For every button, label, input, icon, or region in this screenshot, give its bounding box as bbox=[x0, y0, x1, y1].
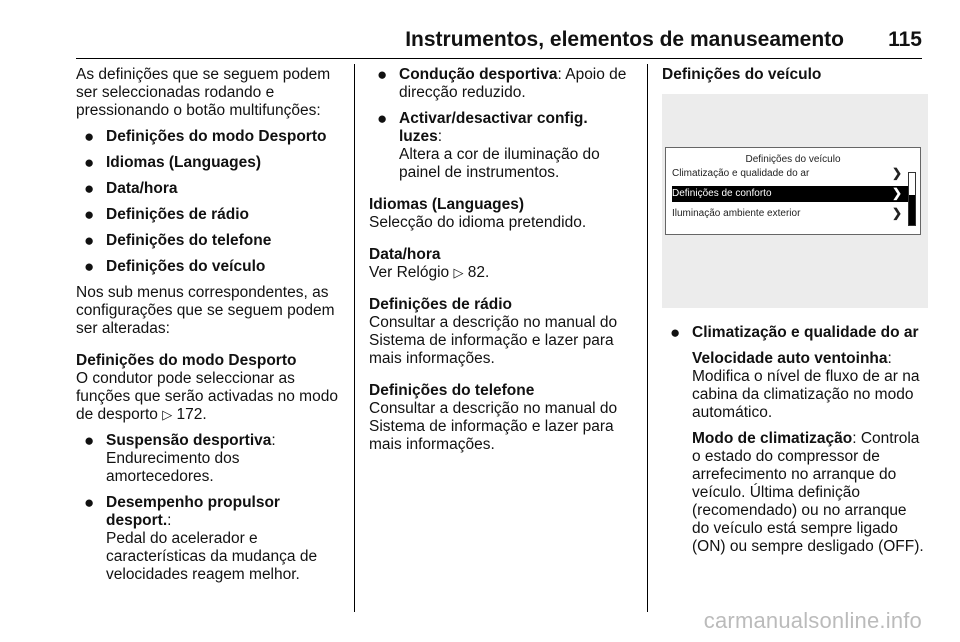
list-item: ● Definições do modo Desporto bbox=[84, 127, 327, 146]
radio-section bbox=[369, 296, 635, 368]
bullet-icon: ● bbox=[84, 431, 95, 450]
list-item: ● Definições de rádio bbox=[84, 205, 249, 224]
bullet-icon: ● bbox=[377, 109, 388, 128]
chevron-right-icon: ❯ bbox=[891, 206, 902, 220]
settings-list bbox=[76, 128, 346, 276]
phone-section bbox=[369, 382, 635, 454]
list-item: ● Desempenho propulsor desport.: Pedal do acelerador e características da mudança de velocidades reagem melhor. bbox=[84, 493, 318, 583]
bullet-icon: ● bbox=[84, 153, 95, 172]
section-heading: Definições do telefone bbox=[369, 382, 535, 399]
column-left bbox=[76, 66, 346, 592]
section-heading: Data/hora bbox=[369, 246, 441, 263]
display-screen bbox=[665, 147, 921, 235]
section-heading: Definições do veículo bbox=[662, 66, 822, 83]
sport-options-cont bbox=[369, 66, 635, 182]
chevron-right-icon: ❯ bbox=[891, 186, 902, 200]
fan-speed-text: Velocidade auto ventoinha: Modifica o nível de fluxo de ar na cabina da climatização no modo automático. bbox=[692, 350, 920, 421]
sport-section bbox=[76, 352, 346, 584]
section-text: Consultar a descrição no manual do Sistema de informação e lazer para mais informações. bbox=[369, 314, 618, 367]
section-heading: Definições do modo Desporto bbox=[76, 352, 297, 369]
list-item: ● Suspensão desportiva: Endurecimento dos amortecedores. bbox=[84, 431, 276, 485]
menu-item-selected[interactable]: Definições de conforto ❯ bbox=[672, 186, 908, 202]
list-item: ● Idiomas (Languages) bbox=[84, 153, 262, 172]
bullet-icon: ● bbox=[84, 127, 95, 146]
menu-item[interactable]: Iluminação ambiente exterior ❯ bbox=[672, 206, 902, 220]
section-heading: Definições de rádio bbox=[369, 296, 512, 313]
sport-options bbox=[76, 432, 346, 584]
column-right bbox=[662, 66, 928, 564]
menu-item[interactable]: Climatização e qualidade do ar ❯ bbox=[672, 166, 902, 180]
page-header bbox=[76, 28, 922, 59]
bullet-icon: ● bbox=[84, 179, 95, 198]
climate-mode-text: Modo de climatização: Controla o estado do compressor de arrefecimento no arranque do veículo. Última definição (recomendado) ou no arranque do veículo está sempre ligado (ON) ou sempre desligado (OFF). bbox=[692, 430, 924, 555]
page-reference[interactable]: 172. bbox=[176, 406, 207, 423]
section-heading: Idiomas (Languages) bbox=[369, 196, 525, 213]
arrow-right-icon: ▷ bbox=[453, 265, 464, 280]
list-item: ● Definições do telefone bbox=[84, 231, 272, 250]
watermark: carmanualsonline.info bbox=[703, 608, 922, 633]
bullet-icon: ● bbox=[84, 205, 95, 224]
list-item: ● Data/hora bbox=[84, 179, 178, 198]
bullet-icon: ● bbox=[84, 257, 95, 276]
screen-title: Definições do veículo bbox=[745, 154, 841, 165]
display-figure bbox=[662, 94, 928, 308]
column-middle bbox=[369, 66, 635, 462]
list-item: ● Condução desportiva: Apoio de direcção reduzido. bbox=[377, 65, 627, 101]
section-text: Selecção do idioma pretendido. bbox=[369, 214, 587, 231]
section-text: Ver Relógio ▷ 82. bbox=[369, 264, 490, 281]
climate-options bbox=[662, 324, 928, 342]
page-title: Instrumentos, elementos de manuseamento bbox=[405, 28, 844, 51]
list-item: ● Definições do veículo bbox=[84, 257, 266, 276]
language-section bbox=[369, 196, 635, 232]
submenu-note: Nos sub menus correspondentes, as configurações que se seguem podem ser alteradas: bbox=[76, 284, 335, 337]
column-divider bbox=[354, 64, 355, 612]
scrollbar-thumb[interactable] bbox=[909, 195, 915, 225]
bullet-icon: ● bbox=[377, 65, 388, 84]
date-section bbox=[369, 246, 635, 282]
arrow-right-icon: ▷ bbox=[162, 407, 173, 422]
bullet-icon: ● bbox=[84, 493, 95, 512]
section-text: O condutor pode seleccionar as funções que serão activadas no modo de desporto ▷ 172. bbox=[76, 370, 338, 423]
intro-text: As definições que se seguem podem ser seleccionadas rodando e pressionando o botão multifunções: bbox=[76, 66, 331, 119]
list-item: ● Climatização e qualidade do ar bbox=[670, 323, 919, 342]
bullet-icon: ● bbox=[670, 323, 681, 342]
bullet-icon: ● bbox=[84, 231, 95, 250]
page-reference[interactable]: 82. bbox=[467, 264, 490, 281]
page-number: 115 bbox=[888, 28, 922, 51]
chevron-right-icon: ❯ bbox=[891, 166, 902, 180]
section-text: Consultar a descrição no manual do Sistema de informação e lazer para mais informações. bbox=[369, 400, 618, 453]
scrollbar[interactable] bbox=[908, 172, 916, 226]
column-divider bbox=[647, 64, 648, 612]
list-item: ● Activar/desactivar config. luzes: Altera a cor de iluminação do painel de instrumentos. bbox=[377, 109, 600, 181]
